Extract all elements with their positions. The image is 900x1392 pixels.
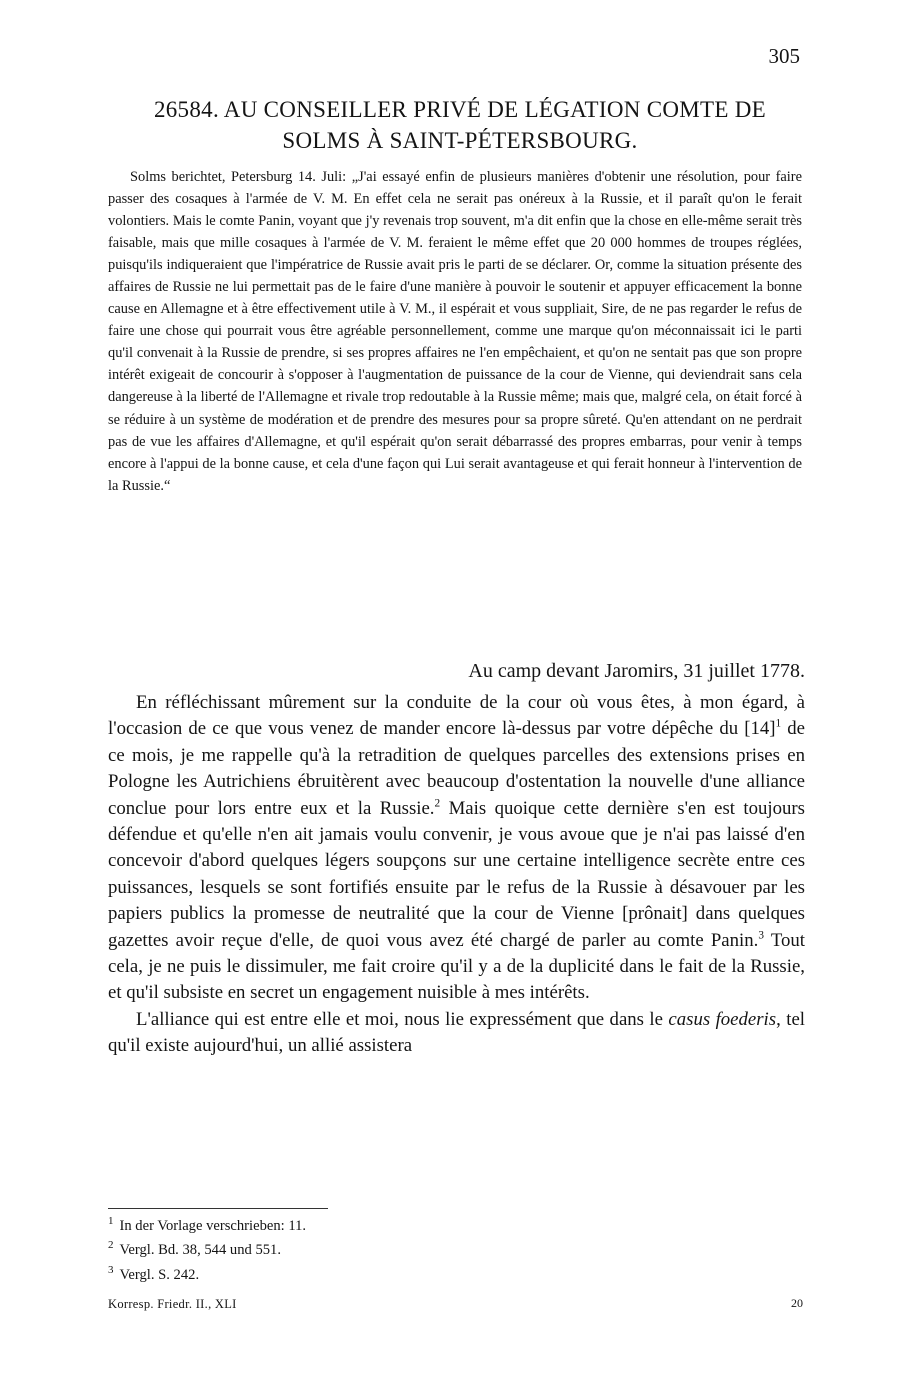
body-text: de ce mois, je me rappelle qu'à la retradition de quelques parcelles des extensions prises en Pologne les Autrichiens ébruitèrent avec beaucoup d'ostentation la nouvelle d'une alliance conclue pour lors entre eux et la Russie. — [108, 718, 805, 819]
body-text: L'alliance qui est entre elle et moi, nous lie expressément que dans le — [136, 1008, 669, 1030]
letter-body — [108, 690, 805, 1060]
footnote-separator — [108, 1208, 328, 1209]
body-text: Tout cela, je ne puis le dissimuler, me fait croire qu'il y a de la duplicité dans le fait de la Russie, et qu'il subsiste en secret un engagement nuisible à mes intérêts. — [108, 929, 806, 1004]
title-line-2: SOLMS À SAINT-PÉTERSBOURG. — [282, 128, 638, 153]
body-paragraph-1 — [108, 690, 805, 1007]
footnote-text: Vergl. S. 242. — [119, 1266, 200, 1283]
page-number: 305 — [768, 44, 800, 68]
footnote-ref-1: 1 — [775, 718, 782, 731]
footnote-ref-2: 2 — [434, 797, 441, 810]
footnote-ref-3: 3 — [758, 929, 764, 942]
body-text: En réfléchissant mûrement sur la conduite de la cour où vous êtes, à mon égard, à l'occasion de ce que vous venez de mander encore là-dessus par votre dépêche du [14] — [108, 692, 805, 740]
letter-title — [110, 94, 810, 156]
summary-paragraph — [108, 166, 802, 497]
footnote-number: 1 — [108, 1215, 114, 1227]
footer-sheet-number: 20 — [791, 1296, 803, 1310]
footnote-number: 3 — [108, 1263, 114, 1276]
footnote-text: Vergl. Bd. 38, 544 und 551. — [119, 1242, 281, 1259]
footnote-2 — [108, 1236, 306, 1260]
body-text: , tel qu'il existe aujourd'hui, un allié assistera — [108, 1008, 805, 1057]
footnote-3 — [108, 1261, 306, 1285]
dateline: Au camp devant Jaromirs, 31 juillet 1778. — [468, 660, 805, 682]
footnotes — [108, 1212, 306, 1285]
latin-phrase: casus foederis — [668, 1008, 777, 1030]
footnote-text: In der Vorlage verschrieben: 11. — [119, 1217, 307, 1234]
footnote-number: 2 — [108, 1239, 114, 1252]
footnote-1 — [108, 1212, 306, 1236]
body-text: Mais quoique cette dernière s'en est toujours défendue et qu'elle n'en ait jamais voulu convenir, je vous avoue que je n'ai pas laissé d'en concevoir d'abord quelques légers soupçons sur une certaine intelligence secrète entre ces puissances, lesquels se sont fortifiés ensuite par le refus de la Russie à désavouer par les papiers publics la promesse de neutralité que la cour de Vienne [prônait] dans quelques gazettes avoir reçue d'elle, de quoi vous avez été chargé de parler au comte Panin. — [108, 797, 805, 951]
title-line-1: 26584. AU CONSEILLER PRIVÉ DE LÉGATION COMTE DE — [153, 97, 767, 122]
summary-text: Solms berichtet, Petersburg 14. Juli: „J'ai essayé enfin de plusieurs manières d'obtenir une résolution, pour faire passer des cosaques à l'armée de V. M. En effet cela ne serait pas onéreux à la Russie, et il paraît qu'on le ferait volontiers. Mais le comte Panin, voyant que j'y revenais trop souvent, m'a dit enfin que la chose en elle-même serait très faisable, mais que mille cosaques à l'armée de V. M. feraient le même effet que 20 000 hommes de troupes réglées, puisqu'ils indiqueraient que l'impératrice de Russie avait pris le parti de se déclarer. Or, comme la situation présente des affaires de Russie ne lui permettait pas de le faire d'une manière à pouvoir le soutenir et appuyer efficacement la bonne cause en Allemagne et à être effectivement utile à V. M., il espérait et vous suppliait, Sire, de ne pas regarder le refus de faire une chose qui pourrait vous être agréable personnellement, comme une marque qu'on méconnaissait ici le parti qu'il convenait à la Russie de prendre, si ses propres affaires ne l'en empêchaient, et qu'on ne sentait pas que son propre intérêt exigeait de concourir à s'opposer à l'augmentation de puissance de la cour de Vienne, qui deviendrait sans cela dangereuse à la liberté de l'Allemagne et rivale trop redoutable à la Russie même; mais que, malgré cela, on était forcé à se réduire à un système de modération et de prendre des mesures pour sa propre sûreté. Qu'en attendant on ne perdrait pas de vue les affaires d'Allemagne, et qu'il espérait qu'on serait débarrassé des propres embarras, pour venir à temps encore à l'appui de la bonne cause, et cela d'une façon qui Lui serait avantageuse et qui ferait honneur à l'intervention de la Russie.“ — [108, 169, 802, 494]
footer-signature-mark: Korresp. Friedr. II., XLI — [108, 1297, 237, 1311]
body-paragraph-2 — [108, 1007, 805, 1060]
